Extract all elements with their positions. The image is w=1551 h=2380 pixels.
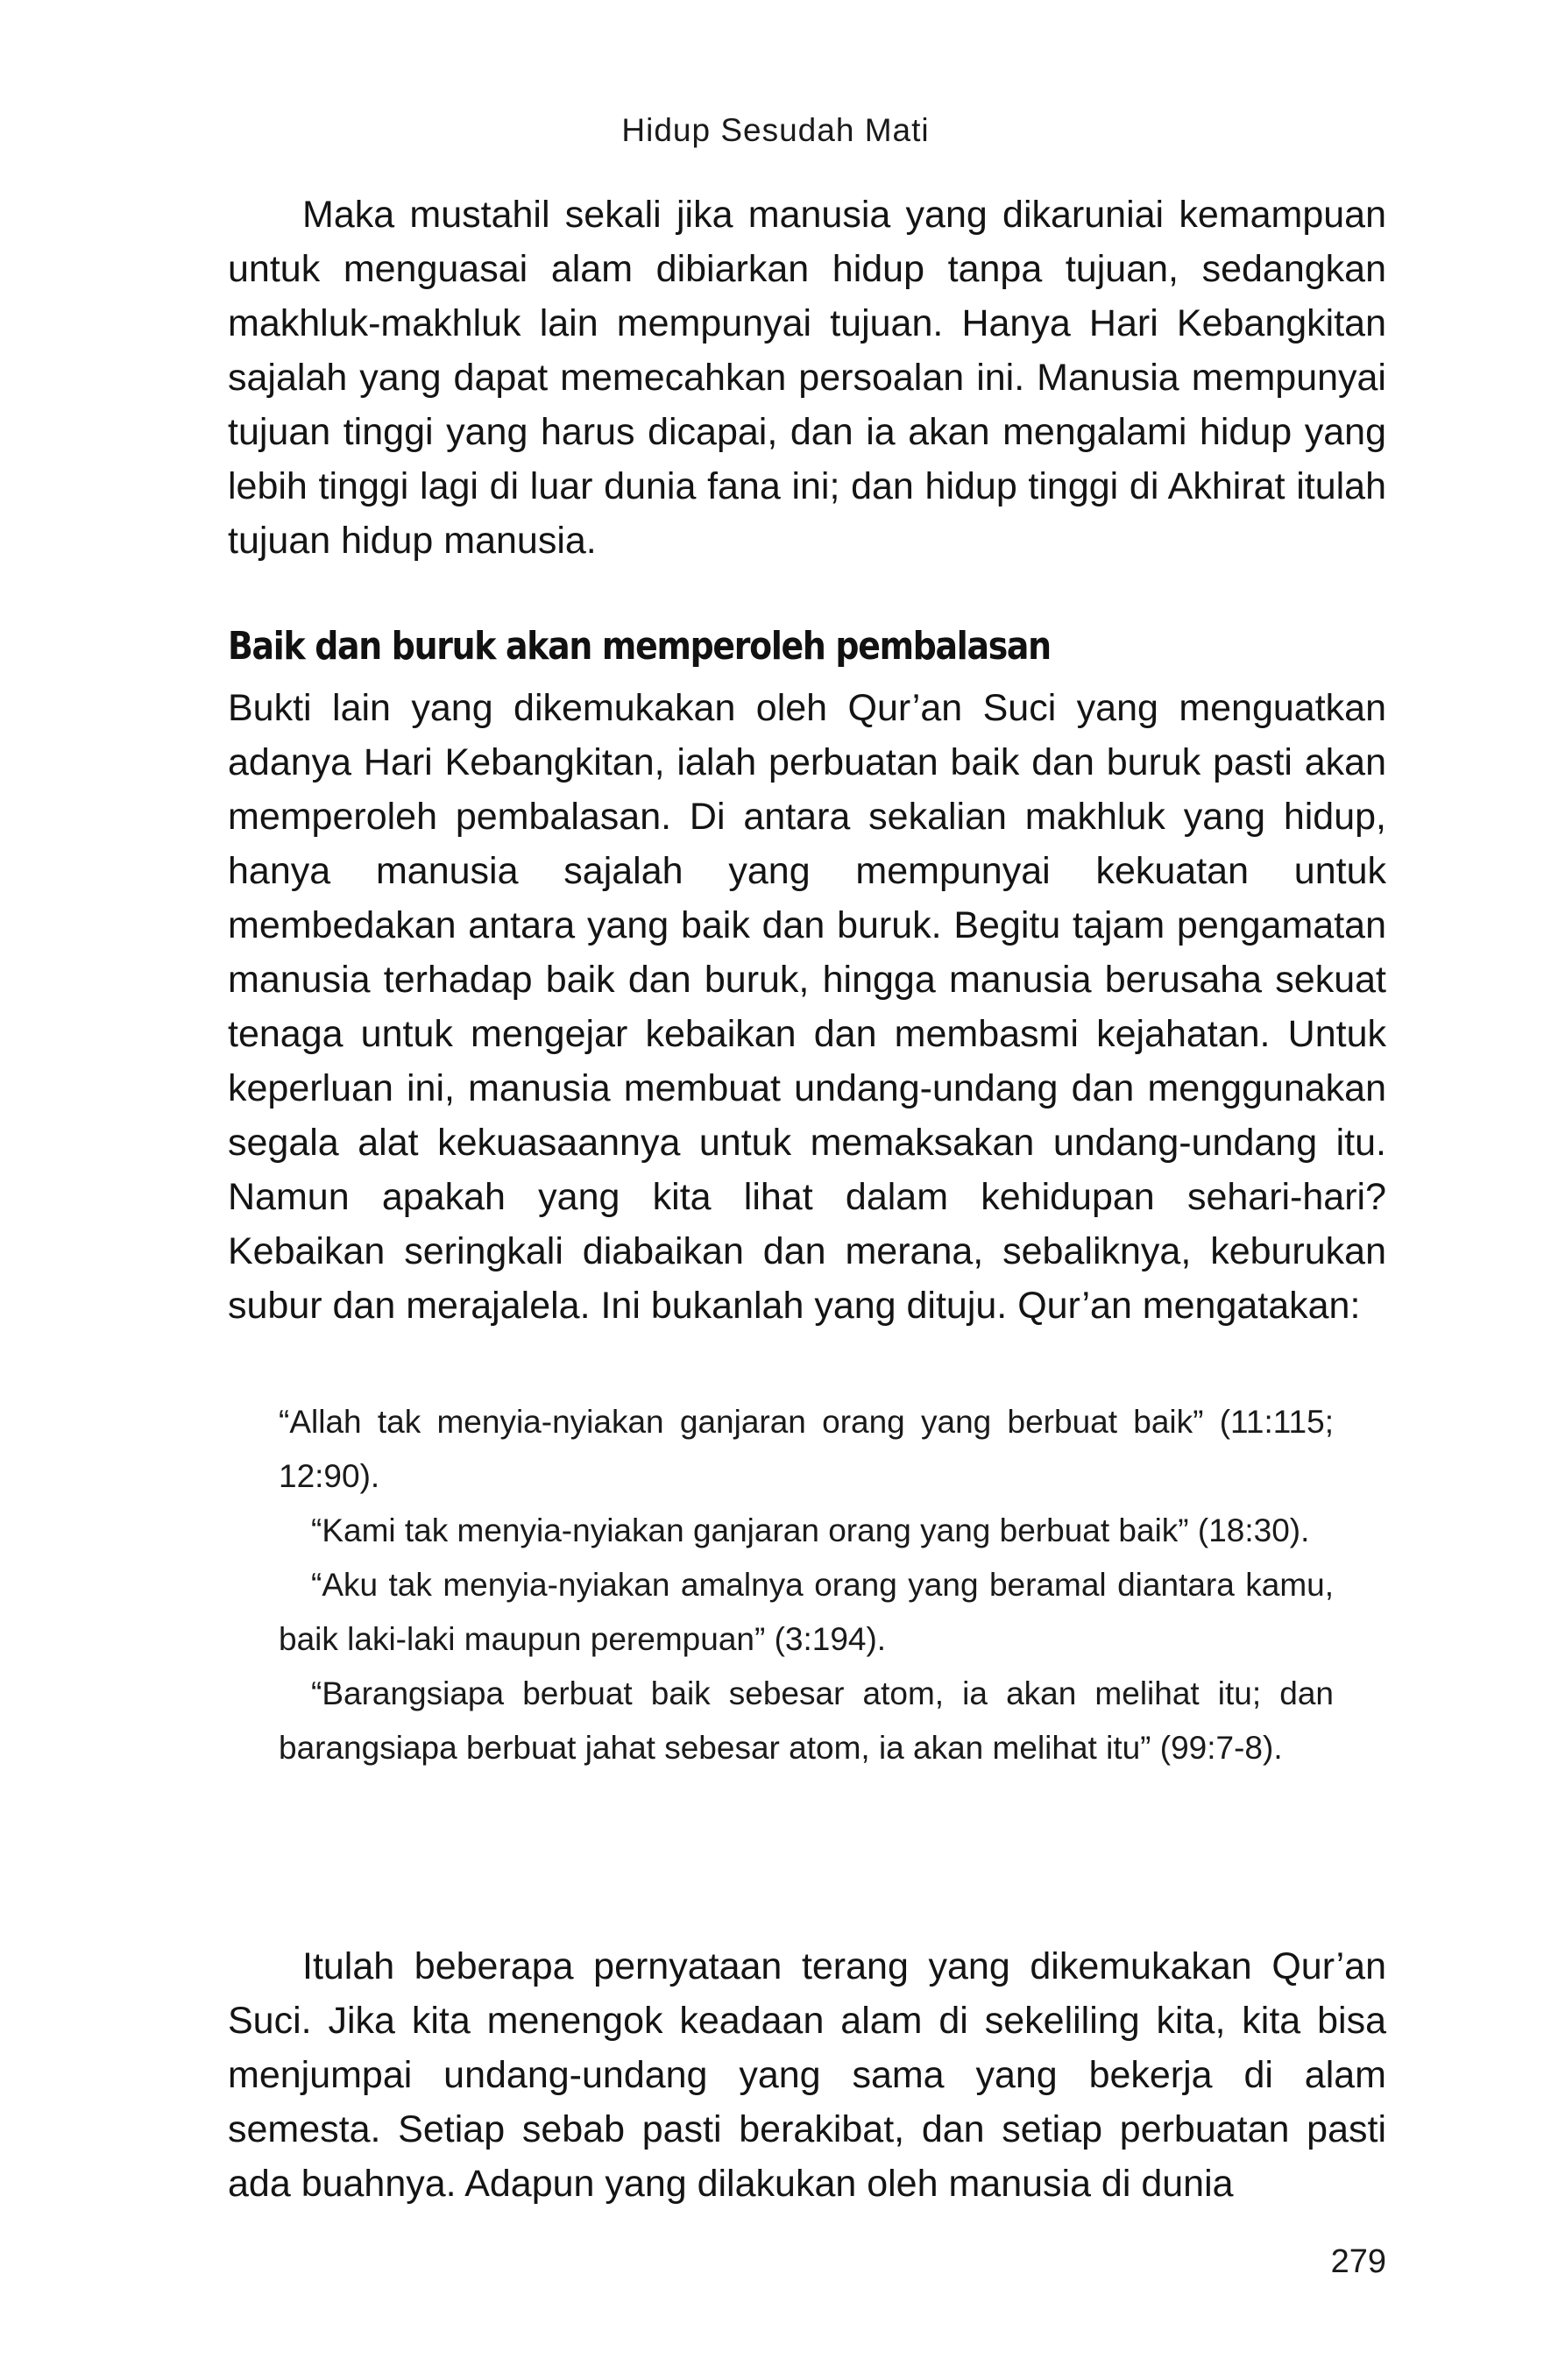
section-heading: Baik dan buruk akan memperoleh pembalasan xyxy=(228,624,1051,669)
paragraph-intro: Maka mustahil sekali jika manusia yang dikaruniai kemampuan untuk menguasai alam dibiarkan hidup tanpa tujuan, sedangkan makhluk-makhluk lain mempunyai tujuan. Hanya Hari Kebangkitan sajalah yang dapat memecahkan persoalan ini. Manusia mempunyai tujuan tinggi yang harus dicapai, dan ia akan mengalami hidup yang lebih tinggi lagi di luar dunia fana ini; dan hidup tinggi di Akhirat itulah tujuan hidup manusia. xyxy=(228,194,1386,562)
paragraph-conclusion: Itulah beberapa pernyataan terang yang dikemukakan Qur’an Suci. Jika kita menengok keadaan alam di sekeliling kita, kita bisa menjumpai undang-undang yang sama yang bekerja di alam semesta. Setiap sebab pasti berakibat, dan setiap perbuatan pasti ada buahnya. Adapun yang dilakukan oleh manusia di dunia xyxy=(228,1945,1386,2205)
paragraph-evidence-block xyxy=(228,681,1386,1333)
paragraph-evidence: Bukti lain yang dikemukakan oleh Qur’an Suci yang menguatkan adanya Hari Kebangkitan, ialah perbuatan baik dan buruk pasti akan memperoleh pembalasan. Di antara sekalian makhluk yang hidup, hanya manusia sajalah yang mempunyai kekuatan untuk membedakan antara yang baik dan buruk. Begitu tajam pengamatan manusia terhadap baik dan buruk, hingga manusia berusaha sekuat tenaga untuk mengejar kebaikan dan membasmi kejahatan. Untuk keperluan ini, manusia membuat undang-undang dan menggunakan segala alat kekuasaannya untuk memaksakan undang-undang itu. Namun apakah yang kita lihat dalam kehidupan sehari-hari? Kebaikan seringkali diabaikan dan merana, sebaliknya, keburukan subur dan merajalela. Ini bukanlah yang dituju. Qur’an mengatakan: xyxy=(228,687,1386,1327)
quotation-4: “Barangsiapa berbuat baik sebesar atom, ia akan melihat itu; dan barangsiapa berbuat jahat sebesar atom, ia akan melihat itu” (99:7-8). xyxy=(279,1675,1334,1766)
quotation-3: “Aku tak menyia-nyiakan amalnya orang yang beramal diantara kamu, baik laki-laki maupun perempuan” (3:194). xyxy=(279,1567,1334,1657)
quran-quotations xyxy=(279,1395,1334,1775)
quotation-1: “Allah tak menyia-nyiakan ganjaran orang yang berbuat baik” (11:115; 12:90). xyxy=(279,1404,1334,1494)
paragraph-conclusion-block xyxy=(228,1939,1386,2211)
page-number: 279 xyxy=(1330,2243,1386,2280)
running-head: Hidup Sesudah Mati xyxy=(621,112,930,148)
paragraph-intro-block xyxy=(228,188,1386,568)
quotation-2: “Kami tak menyia-nyiakan ganjaran orang yang berbuat baik” (18:30). xyxy=(311,1512,1310,1548)
